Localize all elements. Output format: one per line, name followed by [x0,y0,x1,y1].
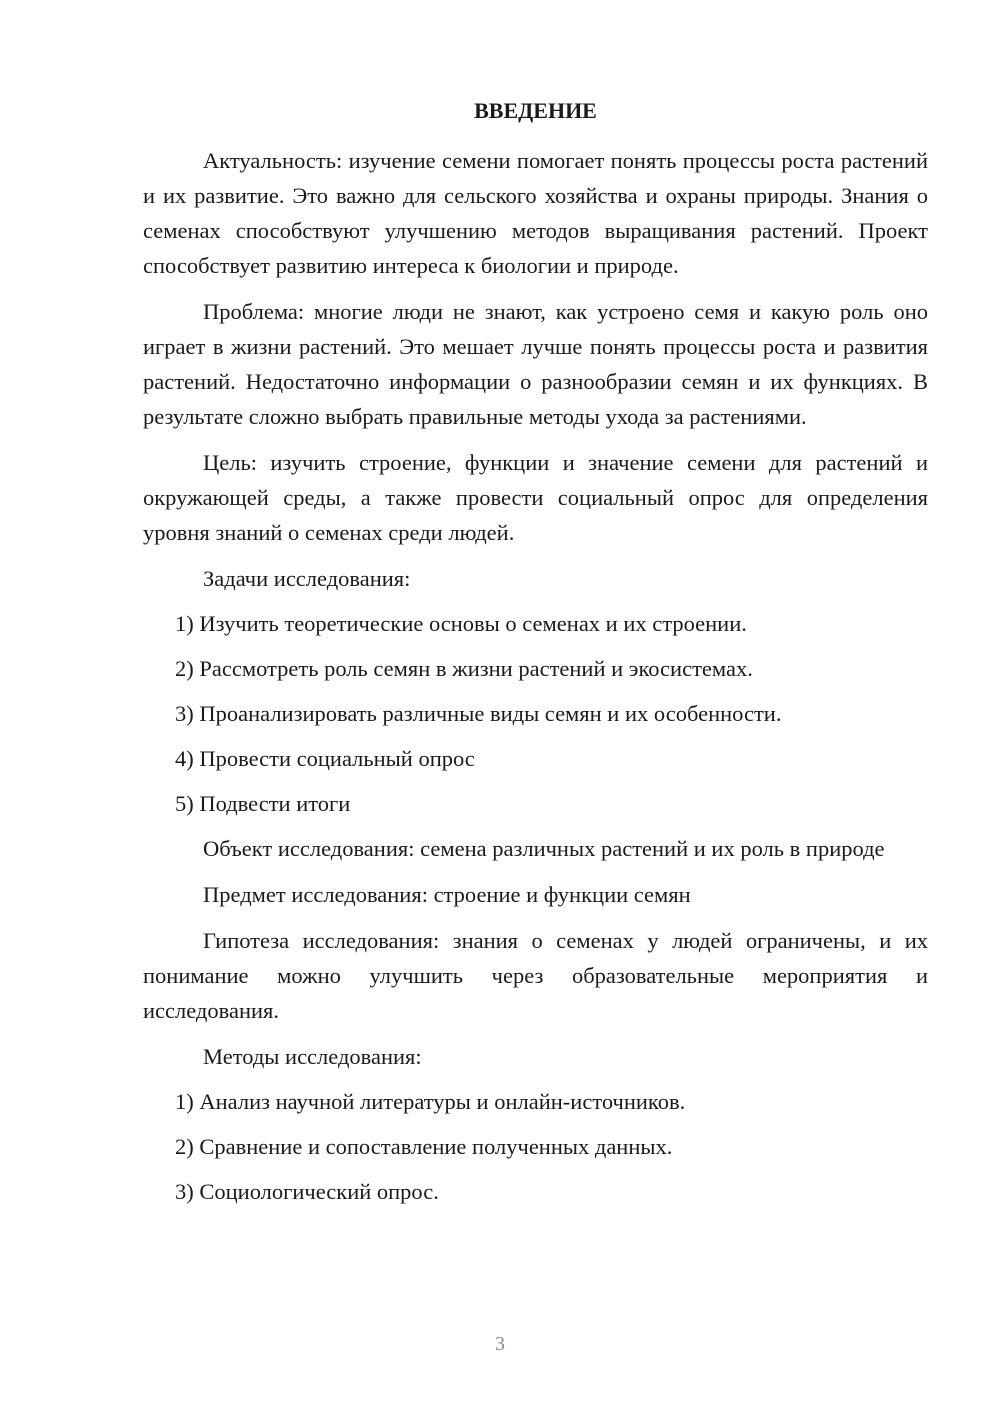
subject-paragraph: Предмет исследования: строение и функции семян [203,882,691,907]
task-item: 1) Изучить теоретические основы о семенах и их строении. [175,611,747,636]
section-title: ВВЕДЕНИЕ [474,98,597,123]
methods-list [143,1084,928,1209]
method-item: 3) Социологический опрос. [175,1179,439,1204]
methods-label: Методы исследования: [203,1044,422,1069]
task-item: 4) Провести социальный опрос [175,746,475,771]
problem-paragraph: Проблема: многие люди не знают, как устроено семя и какую роль оно играет в жизни растений. Это мешает лучше понять процессы роста и развития растений. Недостаточно информации о разнообразии семян и их функциях. В результате сложно выбрать правильные методы ухода за растениями. [143,299,928,429]
object-paragraph: Объект исследования: семена различных растений и их роль в природе [203,836,885,861]
task-item: 2) Рассмотреть роль семян в жизни растений и экосистемах. [175,656,753,681]
tasks-label: Задачи исследования: [203,566,411,591]
hypothesis-paragraph: Гипотеза исследования: знания о семенах у людей ограничены, и их понимание можно улучшить через образовательные мероприятия и исследования. [143,928,928,1023]
method-item: 2) Сравнение и сопоставление полученных данных. [175,1134,673,1159]
relevance-paragraph: Актуальность: изучение семени помогает понять процессы роста растений и их развитие. Это важно для сельского хозяйства и охраны природы. Знания о семенах способствуют улучшению методов выращивания растений. Проект способствует развитию интереса к биологии и природе. [143,148,928,278]
document-body [143,95,928,1219]
page-number: 3 [495,1333,505,1355]
task-item: 3) Проанализировать различные виды семян и их особенности. [175,701,782,726]
tasks-list [143,606,928,821]
task-item: 5) Подвести итоги [175,791,351,816]
method-item: 1) Анализ научной литературы и онлайн-источников. [175,1089,686,1114]
goal-paragraph: Цель: изучить строение, функции и значение семени для растений и окружающей среды, а также провести социальный опрос для определения уровня знаний о семенах среди людей. [143,450,928,545]
